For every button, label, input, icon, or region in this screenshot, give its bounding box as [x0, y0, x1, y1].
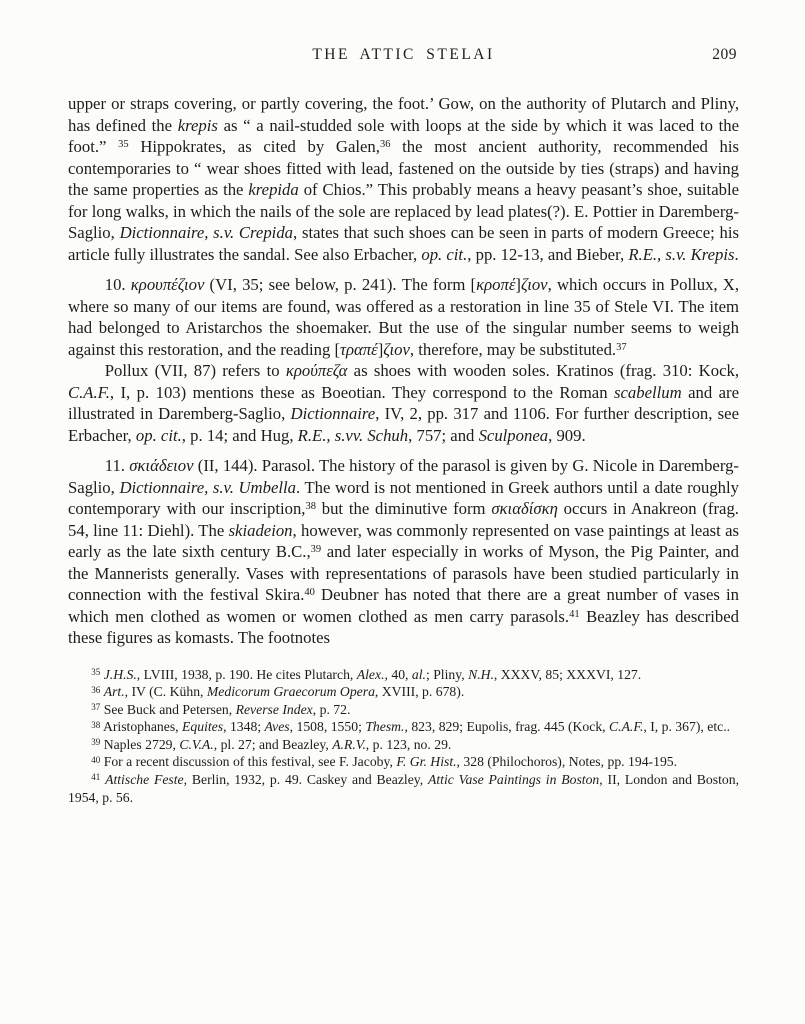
text-run: , pp. 12-13, and Bieber, [467, 244, 629, 264]
text-run: , however, was commonly represented on vase paintings at least as early as the late sixth century B.C., [68, 520, 739, 561]
text-run: , states that such shoes can be seen in parts of modern Greece; his article fully illustrates the sandal. See also Erbacher, [68, 223, 739, 264]
text-run: , 1508, 1550; [289, 719, 366, 735]
text-run: but the diminutive form [315, 499, 492, 518]
text-run: skiadeion [228, 520, 293, 540]
text-run: Art. [103, 684, 125, 700]
footnote-ref: 35 [118, 139, 129, 151]
footnote [68, 753, 739, 771]
text-run: Alex. [356, 666, 385, 682]
text-run: , p. 14; and Hug, [181, 425, 298, 445]
text-run: κρουπέζιον [130, 275, 205, 294]
footnote-ref: 38 [305, 501, 316, 513]
text-run: C.A.F. [68, 382, 110, 402]
text-run: For a recent discussion of this festival, see F. Jacoby, [100, 754, 397, 770]
page-header [68, 46, 739, 66]
text-run: R.E., s.v. Krepis [628, 244, 735, 264]
text-run: ζιον [520, 275, 548, 294]
footnotes [68, 666, 739, 807]
text-run: krepis [177, 115, 218, 135]
text-run: , I, p. 367), etc.. [643, 719, 731, 735]
text-run: , p. 72. [312, 701, 351, 717]
text-run: 10. [104, 275, 131, 294]
text-run: τραπέ [340, 339, 378, 359]
text-run: of Chios.” This probably means a heavy peasant’s shoe, suitable for long walks, in which the nails of the sole are replaced by lead plates(?). E. Pottier in Daremberg-Saglio, [68, 180, 739, 242]
text-run: Beazley has described these figures as komasts. The footnotes [68, 606, 740, 647]
text-run: , pl. 27; and Beazley, [213, 736, 333, 752]
footnote-ref: 36 [379, 139, 391, 151]
text-run: Reverse Index [235, 701, 313, 717]
text-run: (II, 144). Parasol. The history of the parasol is given by G. Nicole in Daremberg-Saglio, [68, 456, 739, 497]
body-text [68, 93, 739, 649]
footnote-ref: 41 [569, 608, 580, 620]
text-run: Deubner has noted that there are a great number of vases in which men clothed as women or women clothed as men carry parasols. [68, 585, 739, 626]
text-run: Attische Feste [105, 772, 184, 788]
text-run: op. cit. [421, 244, 468, 264]
footnote-ref: 37 [616, 341, 627, 353]
text-run: (VI, 35; see below, p. 241). The form [ [204, 275, 477, 294]
footnote-ref: 36 [91, 684, 101, 695]
text-run: See Buck and Petersen, [100, 701, 236, 717]
text-run: Medicorum Graecorum Opera [206, 684, 375, 700]
text-run: . [734, 244, 739, 264]
text-run: Dictionnaire [290, 404, 376, 423]
footnote-ref: 39 [310, 544, 322, 556]
footnote-ref: 35 [91, 666, 101, 677]
text-run: σκιαδίσκη [491, 499, 558, 518]
text-run: Dictionnaire, s.v. Umbella [119, 477, 296, 497]
text-run: , 40, [384, 666, 412, 682]
text-run: C.A.F. [609, 719, 644, 735]
text-run: κροπέ [476, 275, 516, 294]
footnote [68, 736, 739, 754]
text-run: C.V.A. [179, 736, 214, 752]
text-run: , II, London and Boston, 1954, p. 56. [68, 772, 740, 805]
text-run: upper or straps covering, or partly covering, the foot.’ Gow, on the authority of Plutarch and Pliny, has defined the [68, 94, 739, 135]
text-run: , 823, 829; Eupolis, frag. 445 (Kock, [404, 719, 610, 735]
paragraph [68, 455, 739, 649]
text-run: Aristophanes, [100, 719, 183, 735]
text-run: Sculponea [478, 425, 549, 445]
text-run: Naples 2729, [100, 736, 180, 752]
text-run: as “ a nail-studded sole with loops at the side by which it was laced to the foot.” [68, 115, 739, 156]
text-run: ζιον [383, 339, 410, 359]
text-run: occurs in Anakreon (frag. 54, line 11: Diehl). The [68, 499, 739, 540]
text-run: , LVIII, 1938, p. 190. He cites Plutarch, [136, 666, 357, 682]
text-run: , IV (C. Kühn, [124, 684, 207, 700]
running-head: THE ATTIC STELAI [312, 46, 495, 63]
text-run: , Berlin, 1932, p. 49. Caskey and Beazley, [183, 772, 428, 788]
text-run: and are illustrated in Daremberg-Saglio, [68, 382, 739, 423]
text-run: , 909. [548, 425, 586, 445]
text-run: N.H. [468, 666, 494, 682]
footnote-ref: 39 [91, 737, 101, 748]
footnote [68, 683, 739, 701]
text-run: , therefore, may be substituted. [409, 339, 617, 359]
paragraph [68, 360, 739, 446]
text-run: , IV, 2, pp. 317 and 1106. For further description, see Erbacher, [68, 404, 739, 445]
paragraph [68, 93, 739, 265]
text-run: , I, p. 103) mentions these as Boeotian. They correspond to the Roman [109, 382, 614, 402]
text-run: as shoes with wooden soles. Kratinos (frag. 310: Kock, [347, 361, 739, 380]
text-run: J.H.S. [103, 666, 137, 682]
footnote-ref: 40 [91, 754, 101, 765]
text-run: Pollux (VII, 87) refers to [104, 361, 286, 380]
footnote-ref: 38 [91, 719, 101, 730]
text-run: Aves [264, 719, 290, 735]
page-number: 209 [712, 46, 737, 63]
text-run: Hippokrates, as cited by Galen, [128, 137, 380, 156]
text-run: , XVIII, p. 678). [374, 684, 465, 700]
text-run: ] [515, 275, 521, 294]
text-run: op. cit. [135, 425, 182, 445]
text-run: Dictionnaire, s.v. Crepida [119, 223, 294, 242]
text-run: , 1348; [223, 719, 265, 735]
text-run: R.E., s.vv. Schuh [297, 425, 409, 445]
text-run: 11. [104, 456, 130, 475]
footnote [68, 666, 739, 684]
footnote-ref: 37 [91, 702, 101, 713]
text-run: , XXXV, 85; XXXVI, 127. [493, 666, 642, 682]
text-run: scabellum [614, 382, 682, 402]
text-run: Equites [182, 719, 224, 735]
text-run: krepida [248, 180, 299, 199]
text-run: al. [411, 666, 426, 682]
text-run: F. Gr. Hist. [396, 754, 457, 770]
text-run: , which occurs in Pollux, X, where so many of our items are found, was offered as a restoration in line 35 of Stele VI. The item had belonged to Aristarchos the shoemaker. But the use of the singular number seems to weigh against this restoration, and the reading [ [68, 275, 740, 359]
footnote [68, 718, 739, 736]
text-run: ] [377, 339, 384, 359]
footnote-ref: 41 [91, 772, 101, 783]
text-run: , p. 123, no. 29. [365, 736, 452, 752]
text-run: σκιάδειον [129, 456, 194, 475]
footnote [68, 701, 739, 719]
text-run: κρούπεζα [285, 361, 348, 380]
paragraph [68, 274, 739, 360]
footnote [68, 771, 739, 806]
text-run: the most ancient authority, recommended his contemporaries to “ wear shoes fitted with lead, fastened on the outside by ties (straps) and having the same properties as the [68, 137, 739, 199]
text-run: Thesm. [365, 719, 405, 735]
text-run: ; Pliny, [425, 666, 469, 682]
text-run: and later especially in works of Myson, the Pig Painter, and the Mannerists generally. Vases with representations of parasols have been studied particularly in connection with the festival Skira. [68, 542, 739, 604]
text-run: , 757; and [408, 425, 479, 445]
text-run: . The word is not mentioned in Greek authors until a date roughly contemporary with our inscription, [68, 477, 739, 518]
text-run: , 328 (Philochoros), Notes, pp. 194-195. [456, 754, 678, 770]
text-run: A.R.V. [332, 736, 366, 752]
footnote-ref: 40 [304, 587, 315, 599]
text-run: Attic Vase Paintings in Boston [427, 772, 600, 788]
